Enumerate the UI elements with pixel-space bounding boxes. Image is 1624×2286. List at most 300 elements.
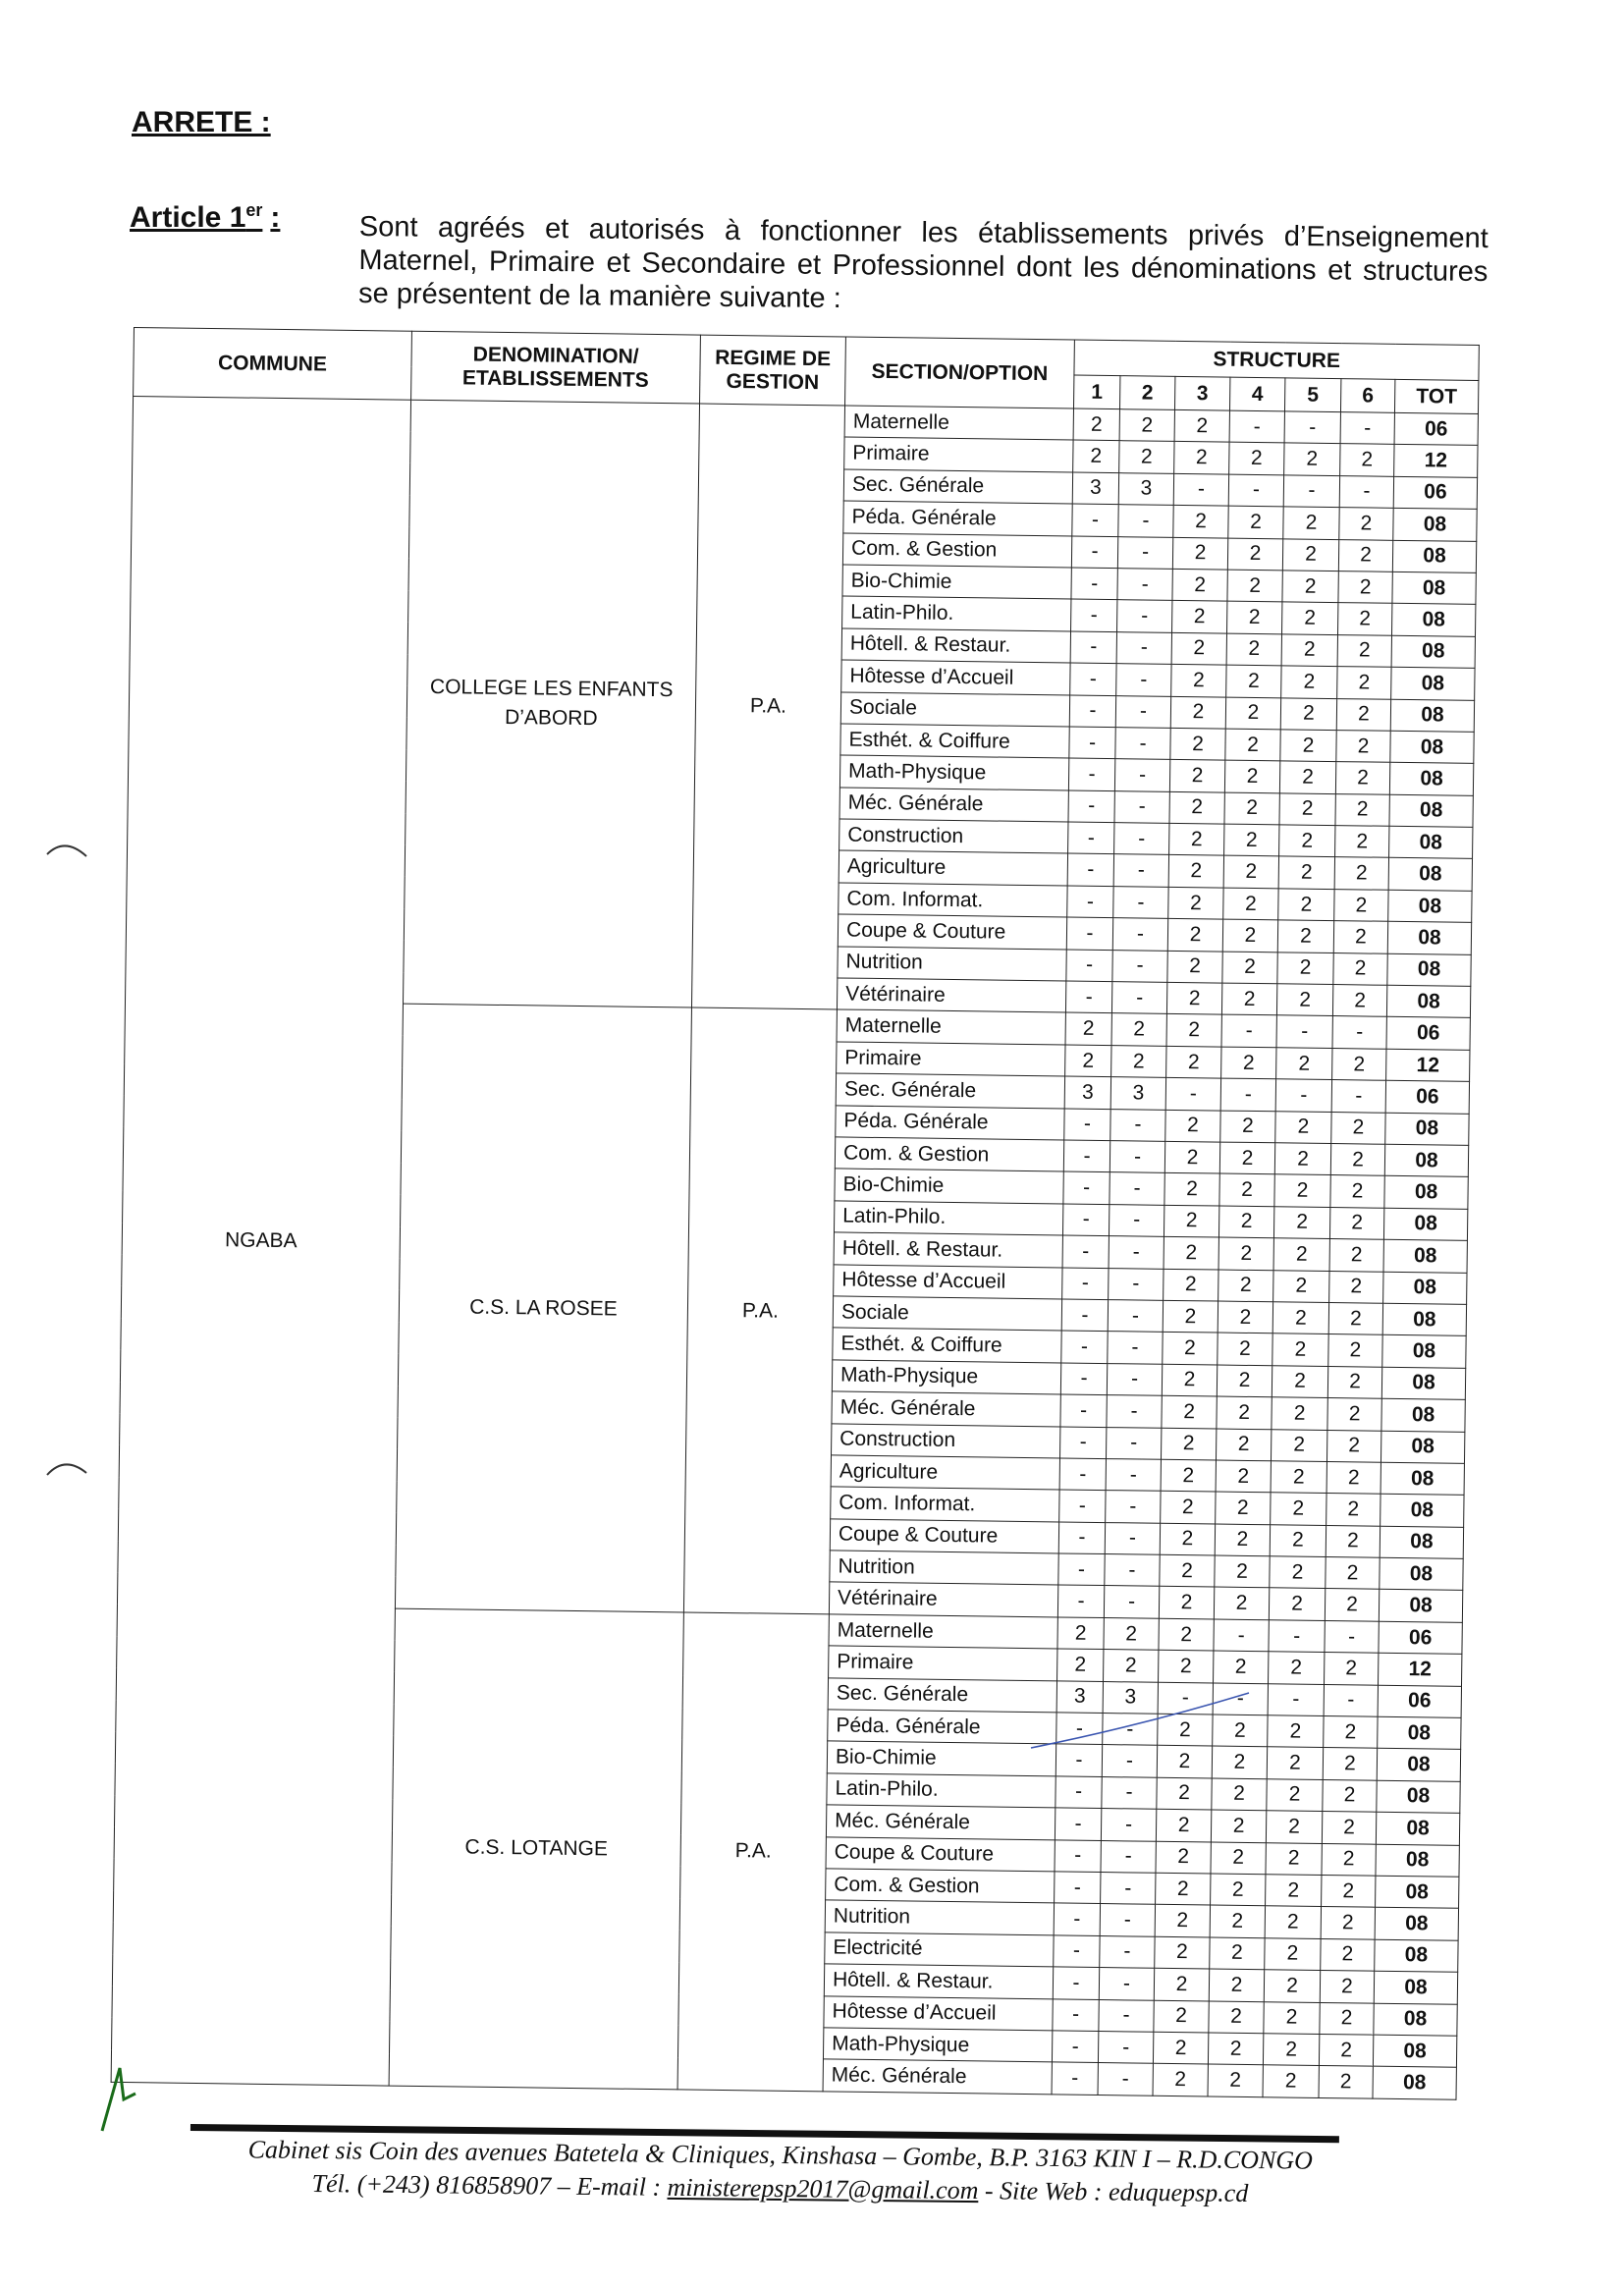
structure-year-2-cell: -: [1115, 695, 1170, 728]
section-option-cell: Vétérinaire: [837, 978, 1065, 1012]
structure-year-4-cell: -: [1213, 1683, 1268, 1715]
structure-year-2-cell: -: [1098, 2031, 1153, 2063]
structure-year-1-cell: -: [1054, 1935, 1100, 1968]
section-option-cell: Esthét. & Coiffure: [840, 724, 1069, 758]
article-label-text: Article 1: [130, 201, 246, 234]
structure-year-1-cell: -: [1056, 1744, 1102, 1776]
structure-year-6-cell: 2: [1335, 826, 1389, 858]
structure-year-3-cell: 2: [1171, 632, 1226, 665]
structure-year-3-cell: -: [1158, 1682, 1213, 1714]
structure-year-1-cell: -: [1062, 1268, 1109, 1300]
structure-year-5-cell: 2: [1280, 730, 1336, 762]
structure-year-6-cell: 2: [1322, 1875, 1376, 1907]
structure-year-2-cell: -: [1102, 1776, 1157, 1809]
structure-year-4-cell: 2: [1216, 1492, 1271, 1524]
section-option-cell: Maternelle: [837, 1009, 1065, 1044]
structure-year-6-cell: 2: [1329, 1207, 1383, 1239]
structure-year-1-cell: -: [1061, 1331, 1108, 1363]
structure-year-2-cell: -: [1109, 1204, 1164, 1236]
structure-year-5-cell: 2: [1263, 2065, 1319, 2097]
structure-year-3-cell: 2: [1164, 1173, 1219, 1206]
structure-year-2-cell: -: [1100, 1935, 1155, 1968]
section-option-cell: Com. & Gestion: [826, 1869, 1055, 1903]
structure-year-1-cell: -: [1067, 886, 1113, 918]
structure-year-3-cell: 2: [1162, 1395, 1217, 1428]
structure-year-5-cell: 2: [1269, 1652, 1325, 1684]
structure-year-1-cell: -: [1063, 1171, 1110, 1204]
structure-year-5-cell: -: [1276, 1015, 1332, 1048]
article-text: Sont agréés et autorisés à fonctionner les établissements privés d’Enseignement Maternel, Primaire et Secondaire et Professionnel dont les dénominations et structures se présentent de la manière suivante :: [357, 210, 1489, 315]
structure-year-1-cell: 2: [1065, 1012, 1111, 1045]
structure-year-1-cell: -: [1056, 1713, 1103, 1745]
structure-year-6-cell: 2: [1332, 1048, 1386, 1080]
structure-year-1-cell: -: [1066, 950, 1112, 982]
structure-year-2-cell: -: [1100, 1904, 1155, 1936]
structure-year-3-cell: 2: [1164, 1269, 1218, 1301]
section-option-cell: Com. & Gestion: [842, 533, 1071, 568]
structure-year-4-cell: 2: [1224, 760, 1279, 792]
structure-year-2-cell: 2: [1111, 1013, 1166, 1046]
structure-year-1-cell: -: [1057, 1585, 1104, 1617]
section-option-cell: Math-Physique: [823, 2028, 1052, 2062]
structure-year-5-cell: 2: [1282, 602, 1338, 634]
total-cell: 08: [1375, 1939, 1458, 1973]
total-cell: 06: [1378, 1685, 1461, 1718]
structure-year-3-cell: 2: [1166, 1014, 1221, 1047]
structure-year-6-cell: 2: [1332, 985, 1386, 1017]
structure-year-4-cell: 2: [1222, 919, 1277, 952]
section-option-cell: Sec. Générale: [843, 469, 1072, 504]
structure-year-5-cell: 2: [1267, 1779, 1323, 1812]
header-denomination: DENOMINATION/ ETABLISSEMENTS: [411, 331, 701, 404]
structure-year-5-cell: 2: [1282, 538, 1338, 571]
structure-year-6-cell: 2: [1327, 1398, 1381, 1431]
structure-year-3-cell: 2: [1153, 2032, 1208, 2064]
structure-year-5-cell: 2: [1270, 1524, 1326, 1556]
regime-cell: P.A.: [677, 1612, 829, 2092]
establishment-name-cell: COLLEGE LES ENFANTS D’ABORD: [403, 400, 699, 1007]
structure-year-2-cell: -: [1110, 1172, 1164, 1205]
structure-year-5-cell: 2: [1274, 1174, 1330, 1207]
structure-year-3-cell: 2: [1167, 951, 1222, 983]
total-cell: 08: [1380, 1557, 1463, 1591]
table-body: [111, 397, 1478, 2100]
structure-year-2-cell: 2: [1104, 1650, 1159, 1682]
structure-year-2-cell: 2: [1119, 441, 1174, 473]
total-cell: 08: [1380, 1526, 1463, 1559]
section-option-cell: Primaire: [837, 1042, 1065, 1076]
structure-year-5-cell: 2: [1266, 1875, 1322, 1907]
structure-year-5-cell: 2: [1273, 1270, 1329, 1302]
structure-year-1-cell: -: [1058, 1522, 1105, 1554]
section-option-cell: Agriculture: [839, 850, 1067, 885]
regime-cell: P.A.: [683, 1007, 837, 1613]
structure-year-1-cell: -: [1066, 917, 1112, 950]
structure-year-5-cell: 2: [1279, 825, 1335, 857]
structure-year-3-cell: 2: [1172, 601, 1227, 633]
punch-hole-mark-bottom: [43, 1453, 92, 1493]
total-cell: 08: [1381, 1367, 1465, 1400]
total-cell: 12: [1386, 1049, 1470, 1082]
structure-year-5-cell: 2: [1272, 1334, 1328, 1366]
commune-cell: NGABA: [111, 397, 410, 2087]
structure-year-3-cell: 2: [1153, 2064, 1208, 2096]
establishment-name-cell: C.S. LOTANGE: [389, 1608, 683, 2090]
structure-year-5-cell: 2: [1268, 1715, 1324, 1748]
structure-year-3-cell: 2: [1167, 919, 1222, 952]
structure-year-1-cell: -: [1069, 695, 1115, 728]
total-cell: 08: [1376, 1844, 1459, 1878]
structure-year-6-cell: 2: [1322, 1812, 1376, 1844]
structure-year-5-cell: 2: [1273, 1207, 1329, 1239]
structure-year-4-cell: 2: [1222, 952, 1277, 984]
structure-year-5-cell: 2: [1280, 697, 1336, 730]
structure-year-2-cell: -: [1099, 1999, 1154, 2032]
structure-year-1-cell: -: [1070, 663, 1116, 695]
structure-year-3-cell: 2: [1171, 664, 1226, 696]
structure-year-3-cell: -: [1165, 1078, 1220, 1111]
structure-year-6-cell: 2: [1319, 2066, 1373, 2098]
total-cell: 08: [1393, 508, 1477, 541]
structure-year-4-cell: 2: [1208, 2033, 1263, 2065]
structure-year-5-cell: 2: [1281, 634, 1337, 667]
structure-year-2-cell: -: [1099, 1968, 1154, 2000]
structure-year-3-cell: 2: [1156, 1873, 1211, 1905]
structure-year-6-cell: 2: [1336, 698, 1390, 731]
section-option-cell: Esthét. & Coiffure: [833, 1328, 1061, 1362]
structure-year-6-cell: -: [1324, 1684, 1378, 1716]
structure-year-3-cell: 2: [1156, 1809, 1211, 1841]
section-option-cell: Hôtesse d’Accueil: [824, 1995, 1053, 2030]
total-cell: 06: [1386, 1017, 1470, 1051]
structure-year-4-cell: 2: [1216, 1460, 1271, 1493]
structure-year-6-cell: 2: [1326, 1461, 1380, 1494]
structure-year-2-cell: -: [1098, 2063, 1153, 2096]
total-cell: 12: [1394, 445, 1478, 478]
total-cell: 08: [1390, 731, 1474, 764]
structure-year-4-cell: 2: [1211, 1810, 1266, 1842]
structure-year-4-cell: 2: [1217, 1365, 1272, 1397]
structure-year-3-cell: -: [1173, 473, 1228, 506]
total-cell: 06: [1393, 476, 1477, 510]
structure-year-3-cell: 2: [1174, 409, 1229, 442]
structure-year-1-cell: -: [1072, 504, 1118, 536]
structure-year-4-cell: 2: [1226, 633, 1281, 666]
structure-year-1-cell: -: [1060, 1363, 1107, 1395]
total-cell: 08: [1380, 1431, 1464, 1464]
structure-year-6-cell: 2: [1326, 1494, 1380, 1526]
section-option-cell: Coupe & Couture: [826, 1836, 1055, 1871]
total-cell: 08: [1384, 1176, 1468, 1210]
structure-year-4-cell: 2: [1218, 1206, 1273, 1238]
structure-year-1-cell: 2: [1073, 408, 1119, 441]
total-cell: 12: [1379, 1653, 1462, 1686]
structure-year-3-cell: 2: [1161, 1459, 1216, 1492]
structure-year-4-cell: 2: [1215, 1524, 1270, 1556]
structure-year-4-cell: 2: [1226, 665, 1281, 697]
structure-year-4-cell: 2: [1208, 2064, 1263, 2096]
structure-year-3-cell: 2: [1164, 1205, 1218, 1237]
structure-year-4-cell: 2: [1211, 1874, 1266, 1906]
structure-year-6-cell: 2: [1334, 889, 1388, 921]
header-commune: COMMUNE: [134, 328, 412, 401]
section-option-cell: Hôtell. & Restaur.: [841, 628, 1070, 663]
structure-year-4-cell: 2: [1219, 1142, 1274, 1174]
structure-year-2-cell: -: [1101, 1840, 1156, 1873]
structure-year-2-cell: -: [1107, 1395, 1162, 1428]
structure-year-3-cell: 2: [1168, 887, 1223, 919]
section-option-cell: Agriculture: [831, 1455, 1059, 1490]
structure-year-2-cell: -: [1114, 823, 1169, 855]
structure-year-4-cell: 2: [1219, 1173, 1274, 1206]
structure-year-1-cell: -: [1056, 1776, 1102, 1809]
footer-tel: Tél. (+243) 816858907 – E-mail :: [311, 2169, 668, 2202]
structure-year-6-cell: 2: [1340, 444, 1394, 476]
structure-year-3-cell: 2: [1164, 1236, 1218, 1269]
structure-year-3-cell: 2: [1166, 982, 1221, 1014]
structure-year-6-cell: 2: [1338, 539, 1392, 572]
structure-year-2-cell: -: [1103, 1714, 1158, 1746]
structure-year-6-cell: 2: [1330, 1144, 1384, 1176]
total-cell: 08: [1374, 2003, 1457, 2037]
structure-year-4-cell: 2: [1224, 792, 1279, 825]
section-option-cell: Hôtell. & Restaur.: [824, 1964, 1053, 1998]
structure-year-5-cell: 2: [1272, 1302, 1328, 1334]
structure-year-3-cell: 2: [1159, 1587, 1214, 1619]
structure-year-3-cell: 2: [1163, 1333, 1218, 1365]
section-option-cell: Sociale: [840, 691, 1069, 726]
structure-year-2-cell: -: [1112, 918, 1167, 951]
structure-year-6-cell: 2: [1328, 1302, 1382, 1334]
structure-year-4-cell: 2: [1214, 1587, 1269, 1619]
structure-year-4-cell: 2: [1214, 1651, 1269, 1683]
structure-year-2-cell: -: [1111, 982, 1166, 1014]
structure-year-4-cell: -: [1221, 1014, 1276, 1047]
section-option-cell: Com. & Gestion: [835, 1137, 1063, 1171]
total-cell: 08: [1385, 1113, 1469, 1146]
structure-year-6-cell: 2: [1323, 1779, 1377, 1812]
total-cell: 08: [1387, 953, 1471, 987]
section-option-cell: Electricité: [825, 1932, 1054, 1967]
footer-web: - Site Web : eduquepsp.cd: [978, 2176, 1249, 2208]
section-option-cell: Com. Informat.: [831, 1487, 1059, 1521]
structure-year-1-cell: 2: [1057, 1617, 1104, 1650]
structure-year-3-cell: 2: [1161, 1428, 1216, 1460]
structure-year-6-cell: -: [1332, 1016, 1386, 1049]
structure-year-5-cell: -: [1269, 1620, 1325, 1653]
structure-year-6-cell: -: [1339, 475, 1393, 508]
total-cell: 08: [1390, 699, 1474, 733]
structure-year-6-cell: 2: [1323, 1748, 1377, 1780]
structure-year-4-cell: -: [1220, 1078, 1275, 1111]
structure-year-6-cell: 2: [1326, 1525, 1380, 1557]
section-option-cell: Péda. Générale: [843, 501, 1072, 535]
section-option-cell: Sec. Générale: [836, 1073, 1064, 1108]
total-cell: 08: [1373, 2066, 1456, 2099]
structure-year-3-cell: 2: [1170, 696, 1225, 729]
structure-year-5-cell: 2: [1283, 507, 1339, 539]
structure-year-2-cell: 3: [1118, 472, 1173, 505]
structure-year-2-cell: -: [1115, 728, 1170, 760]
structure-year-6-cell: 2: [1326, 1430, 1380, 1462]
structure-year-4-cell: 2: [1227, 601, 1282, 633]
structure-year-1-cell: -: [1053, 1998, 1099, 2031]
structure-year-3-cell: 2: [1172, 569, 1227, 601]
section-option-cell: Méc. Générale: [839, 788, 1068, 822]
section-option-cell: Primaire: [844, 437, 1073, 471]
section-option-cell: Méc. Générale: [832, 1391, 1060, 1426]
structure-year-3-cell: 2: [1163, 1300, 1218, 1333]
structure-year-4-cell: 2: [1229, 443, 1284, 475]
structure-year-5-cell: 2: [1267, 1747, 1323, 1779]
section-option-cell: Bio-Chimie: [842, 565, 1071, 599]
structure-year-1-cell: -: [1061, 1299, 1108, 1332]
structure-year-4-cell: 2: [1215, 1555, 1270, 1588]
section-option-cell: Coupe & Couture: [838, 914, 1066, 949]
structure-year-4-cell: 2: [1218, 1270, 1273, 1302]
section-option-cell: Maternelle: [844, 406, 1073, 440]
structure-year-1-cell: -: [1059, 1458, 1106, 1491]
structure-year-1-cell: -: [1071, 599, 1117, 631]
structure-year-1-cell: -: [1071, 568, 1117, 600]
header-structure: STRUCTURE: [1074, 340, 1479, 380]
total-cell: 08: [1388, 858, 1472, 892]
structure-year-5-cell: 2: [1277, 952, 1333, 984]
structure-year-1-cell: 2: [1057, 1649, 1104, 1681]
structure-year-1-cell: 2: [1073, 440, 1119, 472]
total-cell: 06: [1394, 412, 1478, 446]
article-label: [130, 200, 280, 235]
structure-year-1-cell: 2: [1065, 1045, 1111, 1077]
structure-year-2-cell: -: [1101, 1809, 1156, 1841]
structure-year-2-cell: 2: [1119, 409, 1174, 442]
structure-year-1-cell: -: [1052, 2031, 1098, 2063]
header-section: SECTION/OPTION: [845, 337, 1075, 408]
structure-year-6-cell: 2: [1327, 1366, 1381, 1398]
section-option-cell: Construction: [832, 1423, 1060, 1457]
structure-year-1-cell: -: [1068, 758, 1114, 790]
structure-year-5-cell: 2: [1272, 1397, 1327, 1430]
structure-year-2-cell: -: [1101, 1872, 1156, 1904]
header-col-4: 4: [1229, 377, 1284, 411]
structure-year-5-cell: 2: [1269, 1588, 1325, 1620]
structure-year-5-cell: -: [1283, 475, 1339, 508]
section-option-cell: Vétérinaire: [829, 1582, 1057, 1616]
structure-year-5-cell: 2: [1276, 984, 1332, 1016]
structure-year-5-cell: 2: [1265, 1937, 1321, 1970]
header-col-3: 3: [1174, 376, 1229, 410]
punch-hole-mark-top: [43, 835, 92, 874]
structure-year-5-cell: 2: [1271, 1493, 1326, 1525]
section-option-cell: Math-Physique: [839, 755, 1068, 789]
structure-year-2-cell: -: [1105, 1522, 1160, 1554]
total-cell: 08: [1380, 1462, 1464, 1496]
structure-year-2-cell: -: [1116, 631, 1171, 664]
footer-email-link[interactable]: ministerepsp2017@gmail.com: [667, 2172, 979, 2205]
total-cell: 08: [1376, 1812, 1459, 1845]
section-option-cell: Construction: [839, 819, 1068, 853]
total-cell: 08: [1379, 1590, 1462, 1623]
structure-year-1-cell: -: [1062, 1235, 1109, 1268]
structure-year-3-cell: 2: [1170, 728, 1225, 760]
section-option-cell: Méc. Générale: [826, 1805, 1055, 1839]
structure-year-3-cell: 2: [1154, 2000, 1209, 2033]
total-cell: 08: [1378, 1716, 1461, 1750]
section-option-cell: Math-Physique: [832, 1360, 1060, 1394]
structure-year-5-cell: 2: [1278, 889, 1334, 921]
section-option-cell: Péda. Générale: [836, 1106, 1064, 1140]
structure-year-6-cell: 2: [1320, 1971, 1374, 2003]
section-option-cell: Sociale: [833, 1296, 1061, 1331]
structure-year-2-cell: -: [1110, 1141, 1164, 1173]
structure-year-6-cell: 2: [1328, 1334, 1382, 1367]
section-option-cell: Nutrition: [825, 1900, 1054, 1934]
structure-year-1-cell: -: [1060, 1394, 1107, 1427]
structure-year-4-cell: 2: [1223, 856, 1278, 889]
structure-year-1-cell: 3: [1056, 1681, 1103, 1714]
structure-year-2-cell: -: [1109, 1236, 1164, 1269]
structure-year-1-cell: 3: [1064, 1076, 1110, 1109]
structure-year-1-cell: -: [1055, 1872, 1101, 1904]
structure-year-4-cell: 2: [1211, 1842, 1266, 1875]
structure-year-6-cell: 2: [1333, 921, 1387, 953]
structure-year-4-cell: 2: [1221, 983, 1276, 1015]
structure-year-3-cell: 2: [1159, 1618, 1214, 1651]
signature-initial-mark: [94, 2060, 143, 2139]
structure-year-2-cell: 2: [1111, 1045, 1166, 1077]
section-option-cell: Maternelle: [829, 1614, 1057, 1649]
total-cell: 08: [1375, 1908, 1458, 1941]
article-label-sup: er: [245, 200, 263, 220]
section-option-cell: Nutrition: [838, 947, 1066, 981]
structure-year-2-cell: 3: [1110, 1077, 1165, 1110]
structure-year-4-cell: 2: [1209, 1969, 1264, 2001]
structure-year-6-cell: -: [1340, 412, 1394, 445]
structure-year-4-cell: -: [1214, 1619, 1269, 1652]
structure-year-6-cell: 2: [1337, 634, 1391, 667]
header-col-2: 2: [1119, 376, 1174, 410]
section-option-cell: Nutrition: [830, 1551, 1058, 1585]
structure-year-3-cell: 2: [1158, 1714, 1213, 1746]
structure-year-6-cell: 2: [1338, 572, 1392, 604]
structure-year-5-cell: 2: [1271, 1461, 1326, 1494]
total-cell: 06: [1385, 1080, 1469, 1114]
structure-year-5-cell: 2: [1263, 2034, 1319, 2066]
structure-year-1-cell: -: [1068, 822, 1114, 854]
structure-year-3-cell: 2: [1155, 1905, 1210, 1937]
total-cell: 08: [1392, 540, 1476, 573]
total-cell: 08: [1382, 1335, 1466, 1369]
section-option-cell: Primaire: [829, 1646, 1057, 1680]
structure-year-3-cell: 2: [1162, 1364, 1217, 1396]
total-cell: 08: [1383, 1208, 1467, 1241]
total-cell: 08: [1376, 1876, 1459, 1909]
structure-year-4-cell: 2: [1220, 1111, 1275, 1143]
structure-year-5-cell: 2: [1281, 666, 1337, 698]
total-cell: 06: [1379, 1621, 1462, 1655]
structure-year-1-cell: -: [1053, 1967, 1099, 1999]
structure-year-2-cell: -: [1106, 1491, 1161, 1523]
structure-year-4-cell: -: [1229, 410, 1284, 443]
total-cell: 08: [1392, 572, 1476, 605]
structure-year-6-cell: 2: [1333, 952, 1387, 985]
structure-year-5-cell: 2: [1274, 1143, 1330, 1175]
structure-year-6-cell: 2: [1330, 1175, 1384, 1208]
structure-year-5-cell: -: [1268, 1683, 1324, 1715]
structure-year-1-cell: -: [1069, 727, 1115, 759]
structure-year-4-cell: 2: [1227, 570, 1282, 602]
structure-year-1-cell: -: [1058, 1553, 1105, 1586]
